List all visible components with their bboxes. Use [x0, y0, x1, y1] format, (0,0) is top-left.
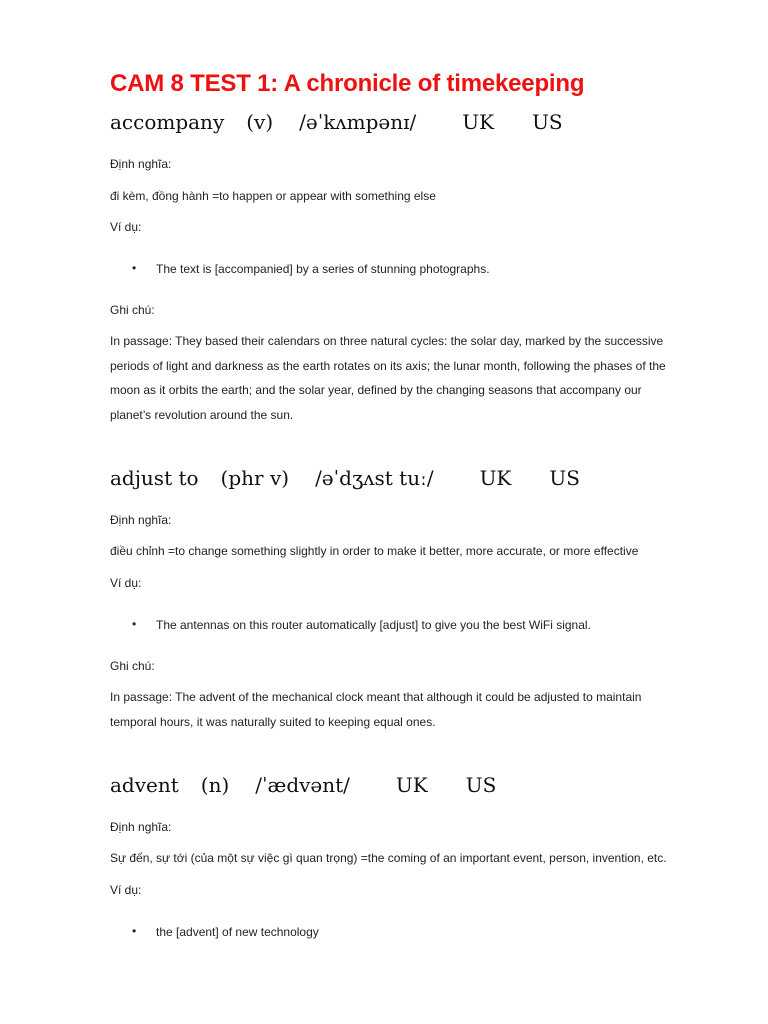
uk-audio-label[interactable]: UK: [479, 466, 512, 490]
example-sentence: The text is [accompanied] by a series of stunning photographs.: [156, 262, 490, 276]
example-sentence: the [advent] of new technology: [156, 925, 319, 939]
headword: advent: [110, 773, 179, 797]
example-sentence: The antennas on this router automatically [adjust] to give you the best WiFi signal.: [156, 618, 591, 632]
note-label: Ghi chú:: [110, 303, 155, 317]
us-audio-label[interactable]: US: [549, 466, 580, 490]
definition-label: Định nghĩa:: [110, 157, 172, 171]
part-of-speech: (v): [246, 110, 274, 134]
note-text: In passage: They based their calendars on three natural cycles: the solar day, marked by the successive periods of light and darkness as the earth rotates on its axis; the lunar month, following the phases of the moon as it orbits the earth; and the solar year, defined by the changing seasons that accompany our planet’s revolution around the sun.: [110, 334, 666, 422]
definition-label: Định nghĩa:: [110, 513, 172, 527]
headword: adjust to: [110, 466, 199, 490]
headword-line: [110, 773, 496, 797]
uk-audio-label[interactable]: UK: [395, 773, 428, 797]
pronunciation: /əˈdʒʌst tuː/: [315, 466, 434, 490]
definition-label: Định nghĩa:: [110, 820, 172, 834]
note-label: Ghi chú:: [110, 659, 155, 673]
pronunciation: /əˈkʌmpənɪ/: [299, 110, 417, 134]
definition-text: điều chỉnh =to change something slightly in order to make it better, more accurate, or more effective: [110, 544, 639, 558]
part-of-speech: (n): [200, 773, 230, 797]
definition-text: đi kèm, đồng hành =to happen or appear with something else: [110, 189, 436, 203]
headword-line: [110, 110, 563, 134]
bullet-icon: •: [132, 617, 137, 631]
pronunciation: /ˈædvənt/: [255, 773, 350, 797]
bullet-icon: •: [132, 261, 137, 275]
us-audio-label[interactable]: US: [465, 773, 497, 797]
document-title: CAM 8 TEST 1: A chronicle of timekeeping: [110, 70, 585, 97]
bullet-icon: •: [132, 924, 137, 938]
headword-line: [110, 466, 580, 490]
note-text: In passage: The advent of the mechanical clock meant that although it could be adjusted to maintain temporal hours, it was naturally suited to keeping equal ones.: [110, 690, 642, 729]
part-of-speech: (phr v): [220, 466, 290, 490]
headword: accompany: [110, 110, 225, 134]
us-audio-label[interactable]: US: [532, 110, 563, 134]
uk-audio-label[interactable]: UK: [462, 110, 495, 134]
definition-text: Sự đến, sự tới (của một sự việc gì quan trọng) =the coming of an important event, person, invention, etc.: [110, 851, 667, 865]
example-label: Ví dụ:: [110, 220, 142, 234]
example-label: Ví dụ:: [110, 883, 142, 897]
example-label: Ví dụ:: [110, 576, 142, 590]
